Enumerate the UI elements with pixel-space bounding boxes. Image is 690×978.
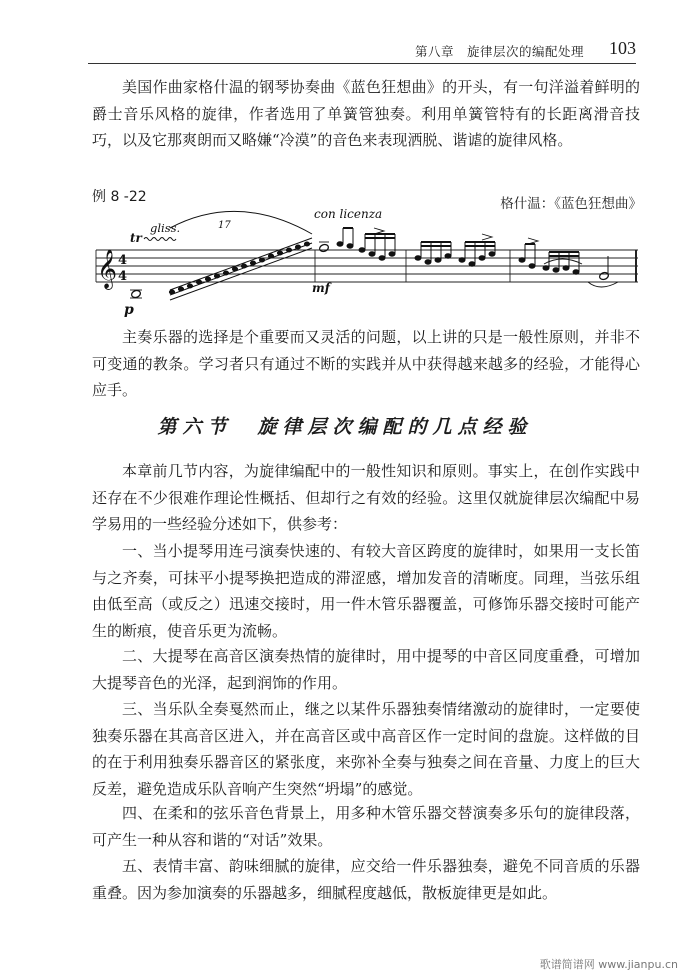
body-paragraph: 一、当小提琴用连弓演奏快速的、有较大音区跨度的旋律时，如果用一支长笛与之齐奏，可抹平小提琴换把造成的滞涩感，增加发音的清晰度。同理，当弦乐组由低至高（或反之）迅速交接时，用一件木管乐器覆盖，可修饰乐器交接时可能产生的断痕，使音乐更为流畅。 (92, 542, 640, 640)
dynamic-mf: mf (312, 281, 330, 295)
body-paragraph: 五、表情丰富、韵味细腻的旋律，应交给一件乐器独奏，避免不同音质的乐器重叠。因为参加演奏的乐器越多，细腻程度越低，散板旋律更是如此。 (92, 857, 640, 902)
body-paragraph: 二、大提琴在高音区演奏热情的旋律时，用中提琴的中音区同度重叠，可增加大提琴音色的光泽，起到润饰的作用。 (92, 647, 640, 692)
tuplet-number: 17 (218, 220, 231, 231)
intro-paragraph: 美国作曲家格什温的钢琴协奏曲《蓝色狂想曲》的开头，有一句洋溢着鲜明的爵士音乐风格的旋律，作者选用了单簧管独奏。利用单簧管特有的长距离滑音技巧，以及它那爽朗而又略嫌“冷漠”的音色来表现洒脱、谐谑的旋律风格。 (92, 78, 640, 149)
gliss-label: gliss. (150, 221, 181, 235)
running-header (88, 38, 636, 62)
watermark: 歌谱简谱网 www.jianpu.cn (539, 958, 678, 971)
page-number: 103 (609, 38, 636, 58)
ascending-run (169, 238, 312, 300)
slur (170, 211, 312, 234)
body-paragraph: 本章前几节内容，为旋律编配中的一般性知识和原则。事实上，在创作实践中还存在不少很难作理论性概括、但却行之有效的经验。这里仅就旋律层次编配中易学易用的一些经验分述如下，供参考： (92, 462, 640, 533)
slur (588, 282, 618, 287)
header-rule (88, 63, 636, 64)
note-head (319, 243, 330, 252)
melody-bar-2 (337, 228, 395, 260)
note-head (131, 289, 142, 298)
dynamic-p: p (124, 302, 134, 318)
summary-paragraph: 主奏乐器的选择是个重要而又灵活的问题，以上讲的只是一般性原则，并非不可变通的教条。学习者只有通过不断的实践并从中获得越来越多的经验，才能得心应手。 (92, 328, 640, 399)
melody-bar-4 (519, 238, 582, 274)
body-paragraph: 三、当乐队全奏戛然而止，继之以某件乐器独奏情绪激动的旋律时，一定要使独奏乐器在其高音区进入，并在高音区或中高音区作一定时间的盘旋。这样做的目的在于利用独奏乐器音区的紧张度，来弥补全奏与独奏之间在音量、力度上的巨大反差，避免造成乐队音响产生突然“坍塌”的感觉。 (92, 700, 640, 798)
trill-wavy-line (144, 238, 176, 241)
staff-lines (96, 250, 638, 282)
section-title: 第六节 旋律层次编配的几点经验 (157, 416, 533, 438)
time-signature-bottom: 4 (118, 269, 128, 284)
example-label: 例 8 -22 (92, 189, 147, 205)
music-score (88, 198, 644, 318)
time-signature-top: 4 (118, 253, 128, 268)
body-paragraph: 四、在柔和的弦乐音色背景上，用多种木管乐器交替演奏多乐句的旋律段落，可产生一种从容和谐的“对话”效果。 (92, 804, 640, 849)
chapter-title: 第八章 旋律层次的编配处理 (414, 44, 584, 59)
example-source: 格什温：《蓝色狂想曲》 (500, 196, 642, 212)
expression-mark: con licenza (314, 207, 383, 221)
trill-mark: tr (130, 231, 142, 245)
treble-clef-icon: 𝄞 (97, 249, 118, 289)
